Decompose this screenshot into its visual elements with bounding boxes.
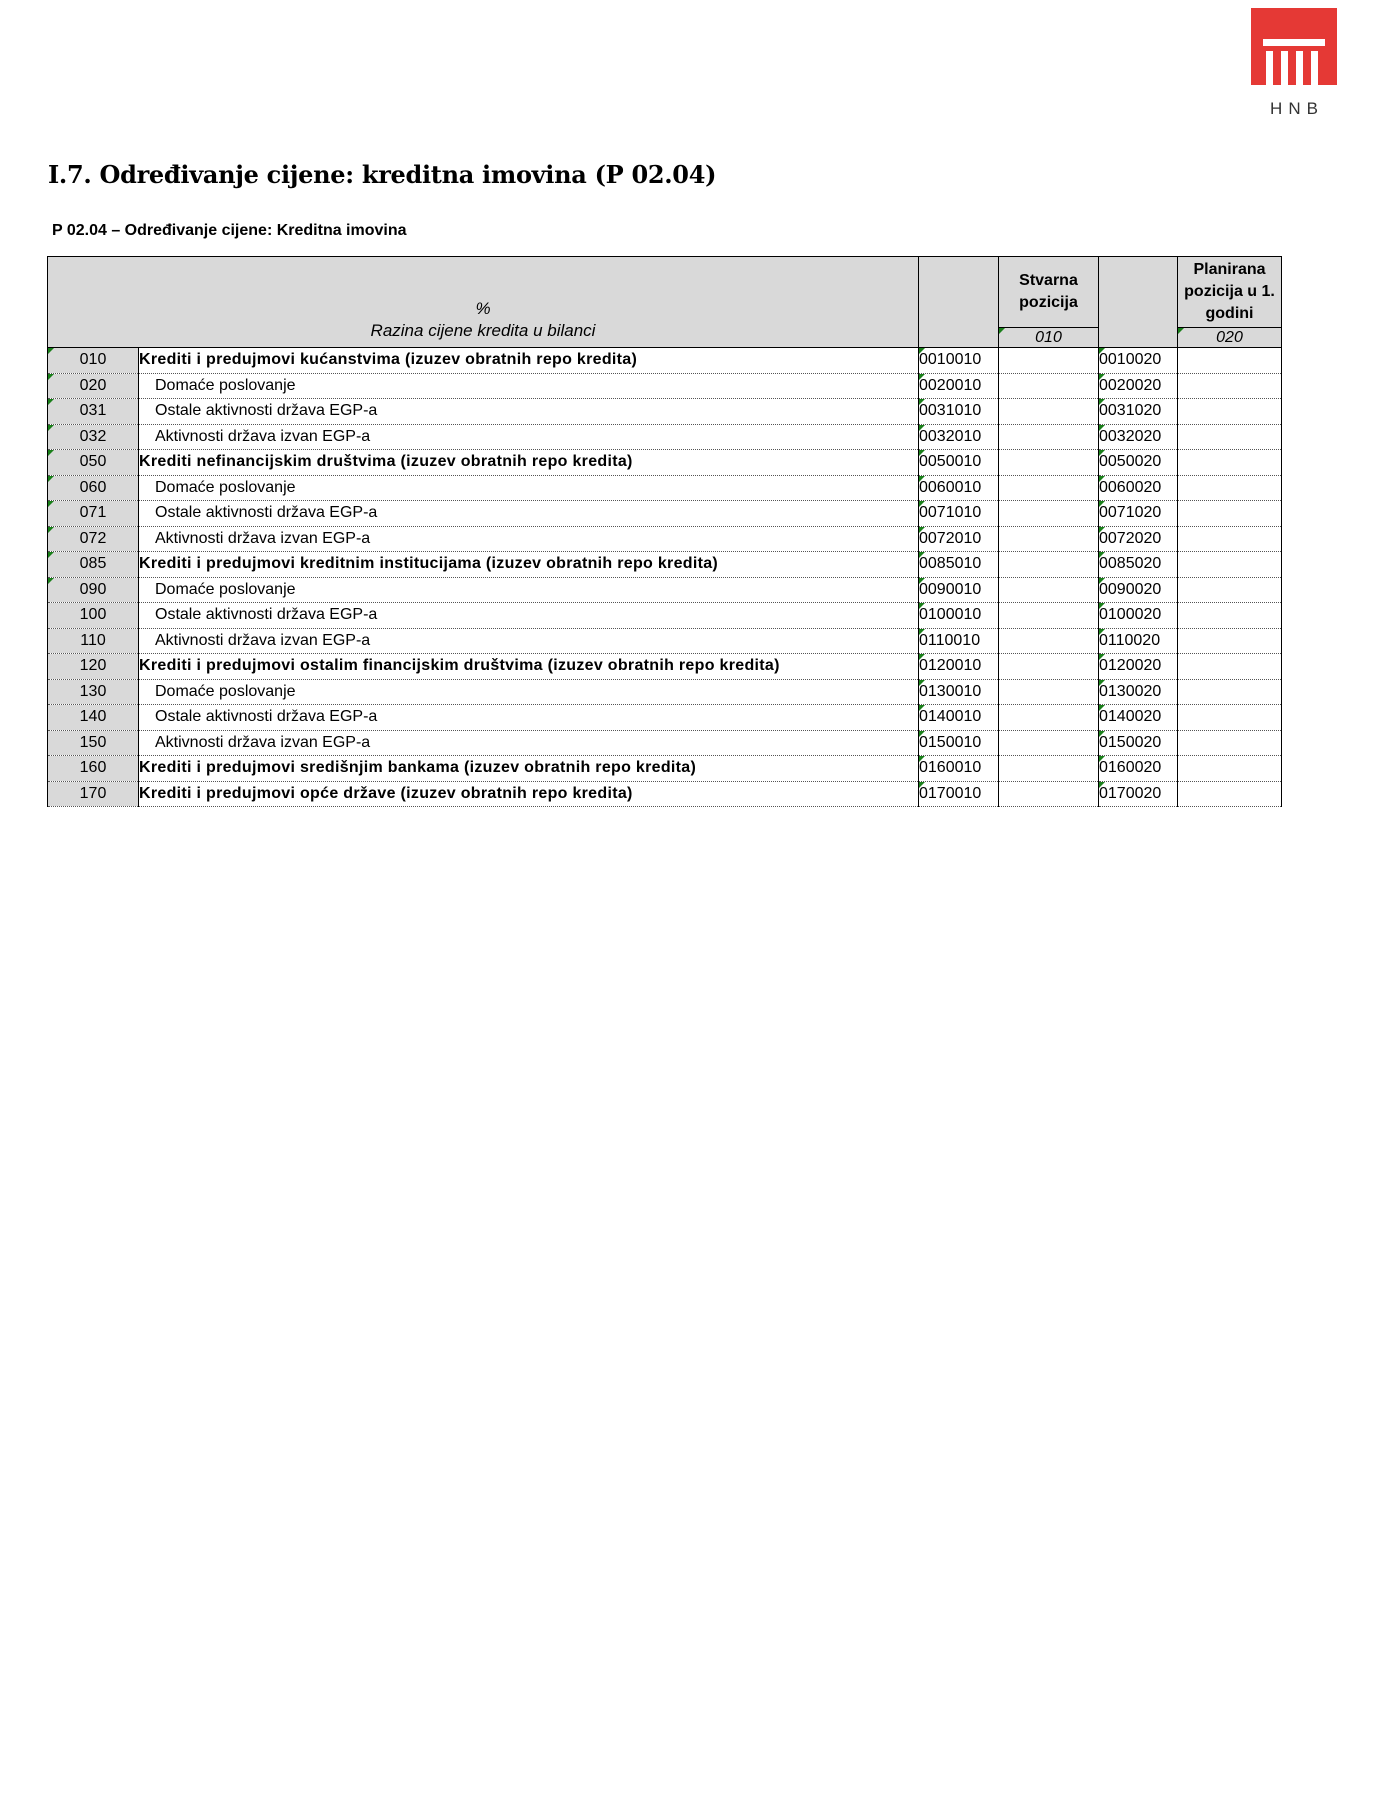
row-number: 170 — [48, 781, 139, 807]
cell-value-020[interactable] — [1178, 730, 1282, 756]
cell-value-020[interactable] — [1178, 424, 1282, 450]
cell-code-010: 0110010 — [919, 628, 999, 654]
row-number: 120 — [48, 654, 139, 680]
cell-code-010: 0170010 — [919, 781, 999, 807]
row-label: Krediti i predujmovi kućanstvima (izuzev obratnih repo kredita) — [139, 348, 919, 374]
cell-code-020: 0120020 — [1099, 654, 1178, 680]
cell-code-020: 0140020 — [1099, 705, 1178, 731]
row-label: Aktivnosti država izvan EGP-a — [139, 424, 919, 450]
cell-value-020[interactable] — [1178, 628, 1282, 654]
table-row — [48, 399, 1282, 425]
cell-code-020: 0050020 — [1099, 450, 1178, 476]
cell-value-010[interactable] — [999, 654, 1099, 680]
row-label: Aktivnosti država izvan EGP-a — [139, 526, 919, 552]
table-row — [48, 730, 1282, 756]
row-label: Krediti i predujmovi ostalim financijskim društvima (izuzev obratnih repo kredita) — [139, 654, 919, 680]
row-label: Aktivnosti država izvan EGP-a — [139, 730, 919, 756]
cell-code-010: 0032010 — [919, 424, 999, 450]
table-row — [48, 348, 1282, 374]
table-row — [48, 501, 1282, 527]
hnb-logo — [1251, 8, 1337, 118]
cell-value-020[interactable] — [1178, 552, 1282, 578]
cell-value-020[interactable] — [1178, 781, 1282, 807]
cell-code-010: 0020010 — [919, 373, 999, 399]
pricing-table — [47, 256, 1282, 807]
cell-code-020: 0150020 — [1099, 730, 1178, 756]
table-row — [48, 552, 1282, 578]
table-title: P 02.04 – Određivanje cijene: Kreditna imovina — [52, 222, 407, 239]
cell-code-020: 0031020 — [1099, 399, 1178, 425]
cell-value-010[interactable] — [999, 450, 1099, 476]
cell-value-020[interactable] — [1178, 348, 1282, 374]
row-number: 160 — [48, 756, 139, 782]
table-row — [48, 781, 1282, 807]
logo-building-icon — [1251, 8, 1337, 85]
cell-code-010: 0150010 — [919, 730, 999, 756]
cell-code-010: 0085010 — [919, 552, 999, 578]
row-label: Ostale aktivnosti država EGP-a — [139, 399, 919, 425]
cell-value-010[interactable] — [999, 603, 1099, 629]
row-label: Domaće poslovanje — [139, 679, 919, 705]
table-row — [48, 424, 1282, 450]
row-label: Aktivnosti država izvan EGP-a — [139, 628, 919, 654]
cell-value-010[interactable] — [999, 577, 1099, 603]
cell-code-020: 0090020 — [1099, 577, 1178, 603]
cell-value-020[interactable] — [1178, 501, 1282, 527]
table-row — [48, 603, 1282, 629]
cell-value-010[interactable] — [999, 781, 1099, 807]
cell-code-010: 0072010 — [919, 526, 999, 552]
cell-code-010: 0050010 — [919, 450, 999, 476]
cell-code-010: 0140010 — [919, 705, 999, 731]
header-col1-code: 010 — [999, 328, 1099, 348]
cell-value-010[interactable] — [999, 679, 1099, 705]
cell-value-020[interactable] — [1178, 679, 1282, 705]
row-label: Domaće poslovanje — [139, 475, 919, 501]
row-number: 130 — [48, 679, 139, 705]
cell-code-020: 0110020 — [1099, 628, 1178, 654]
row-label: Krediti nefinancijskim društvima (izuzev obratnih repo kredita) — [139, 450, 919, 476]
cell-code-020: 0085020 — [1099, 552, 1178, 578]
row-label: Krediti i predujmovi opće države (izuzev obratnih repo kredita) — [139, 781, 919, 807]
header-col2-label: Planirana pozicija u 1. godini — [1178, 257, 1282, 328]
header-percent: % — [475, 299, 491, 318]
cell-code-020: 0160020 — [1099, 756, 1178, 782]
row-label: Domaće poslovanje — [139, 577, 919, 603]
cell-value-010[interactable] — [999, 628, 1099, 654]
row-label: Krediti i predujmovi središnjim bankama (izuzev obratnih repo kredita) — [139, 756, 919, 782]
row-number: 071 — [48, 501, 139, 527]
row-number: 100 — [48, 603, 139, 629]
cell-value-020[interactable] — [1178, 577, 1282, 603]
cell-value-010[interactable] — [999, 348, 1099, 374]
cell-code-020: 0032020 — [1099, 424, 1178, 450]
header-description-text: Razina cijene kredita u bilanci — [370, 321, 596, 340]
cell-value-020[interactable] — [1178, 373, 1282, 399]
row-number: 085 — [48, 552, 139, 578]
row-number: 140 — [48, 705, 139, 731]
cell-code-010: 0031010 — [919, 399, 999, 425]
table-row — [48, 526, 1282, 552]
cell-code-010: 0120010 — [919, 654, 999, 680]
row-number: 150 — [48, 730, 139, 756]
header-col1-label: Stvarna pozicija — [999, 257, 1099, 328]
cell-value-020[interactable] — [1178, 526, 1282, 552]
row-number: 010 — [48, 348, 139, 374]
table-row — [48, 450, 1282, 476]
table-row — [48, 628, 1282, 654]
table-row — [48, 679, 1282, 705]
cell-value-020[interactable] — [1178, 756, 1282, 782]
cell-code-020: 0170020 — [1099, 781, 1178, 807]
table-row — [48, 705, 1282, 731]
cell-code-020: 0020020 — [1099, 373, 1178, 399]
cell-value-020[interactable] — [1178, 654, 1282, 680]
cell-value-010[interactable] — [999, 475, 1099, 501]
cell-code-010: 0090010 — [919, 577, 999, 603]
logo-text: HNB — [1270, 99, 1324, 118]
cell-value-010[interactable] — [999, 373, 1099, 399]
cell-code-010: 0060010 — [919, 475, 999, 501]
table-row — [48, 475, 1282, 501]
cell-value-010[interactable] — [999, 705, 1099, 731]
row-label: Ostale aktivnosti država EGP-a — [139, 501, 919, 527]
row-number: 060 — [48, 475, 139, 501]
cell-code-020: 0100020 — [1099, 603, 1178, 629]
cell-value-020[interactable] — [1178, 603, 1282, 629]
cell-value-010[interactable] — [999, 526, 1099, 552]
row-label: Krediti i predujmovi kreditnim institucijama (izuzev obratnih repo kredita) — [139, 552, 919, 578]
cell-value-020[interactable] — [1178, 450, 1282, 476]
cell-value-010[interactable] — [999, 756, 1099, 782]
row-number: 072 — [48, 526, 139, 552]
header-blank-1 — [919, 257, 999, 348]
cell-value-010[interactable] — [999, 501, 1099, 527]
row-number: 110 — [48, 628, 139, 654]
cell-code-010: 0071010 — [919, 501, 999, 527]
cell-code-010: 0130010 — [919, 679, 999, 705]
cell-code-020: 0072020 — [1099, 526, 1178, 552]
cell-value-010[interactable] — [999, 730, 1099, 756]
cell-value-020[interactable] — [1178, 399, 1282, 425]
table-row — [48, 756, 1282, 782]
cell-value-010[interactable] — [999, 424, 1099, 450]
row-number: 020 — [48, 373, 139, 399]
cell-code-020: 0130020 — [1099, 679, 1178, 705]
cell-code-010: 0010010 — [919, 348, 999, 374]
cell-code-020: 0060020 — [1099, 475, 1178, 501]
row-number: 050 — [48, 450, 139, 476]
header-col2-code: 020 — [1178, 328, 1282, 348]
row-label: Ostale aktivnosti država EGP-a — [139, 705, 919, 731]
cell-value-020[interactable] — [1178, 475, 1282, 501]
cell-value-010[interactable] — [999, 399, 1099, 425]
cell-code-010: 0100010 — [919, 603, 999, 629]
cell-value-020[interactable] — [1178, 705, 1282, 731]
table-row — [48, 654, 1282, 680]
row-number: 031 — [48, 399, 139, 425]
cell-code-020: 0071020 — [1099, 501, 1178, 527]
cell-value-010[interactable] — [999, 552, 1099, 578]
table-row — [48, 577, 1282, 603]
header-blank-2 — [1099, 257, 1178, 348]
row-label: Domaće poslovanje — [139, 373, 919, 399]
cell-code-010: 0160010 — [919, 756, 999, 782]
row-number: 090 — [48, 577, 139, 603]
header-description — [48, 257, 919, 348]
table-row — [48, 373, 1282, 399]
cell-code-020: 0010020 — [1099, 348, 1178, 374]
row-label: Ostale aktivnosti država EGP-a — [139, 603, 919, 629]
page-title: I.7. Određivanje cijene: kreditna imovina (P 02.04) — [48, 160, 717, 189]
row-number: 032 — [48, 424, 139, 450]
